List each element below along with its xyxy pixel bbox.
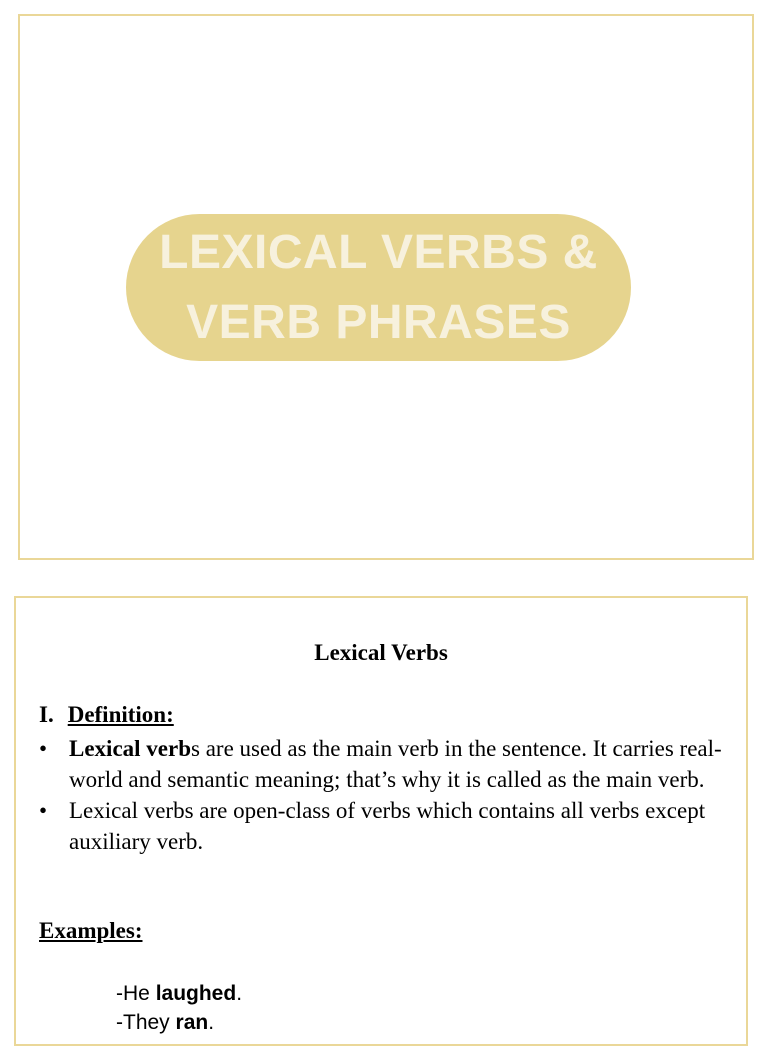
section-number: I.: [39, 702, 54, 727]
title-slide: [18, 14, 754, 560]
example-suffix: .: [236, 982, 243, 1005]
bullet-bold-term: Lexical verb: [69, 736, 191, 761]
example-sentence: [116, 982, 242, 1006]
slide-title: [126, 218, 631, 358]
example-prefix: -He: [116, 982, 156, 1005]
bullet-text: Lexical verbs are open-class of verbs which contains all verbs except auxiliary verb.: [69, 798, 706, 854]
slide-heading: Lexical Verbs: [314, 640, 448, 665]
example-verb: laughed: [155, 982, 237, 1005]
content-slide: [14, 596, 748, 1046]
example-verb: ran: [175, 1011, 209, 1034]
example-prefix: -They: [116, 1011, 176, 1034]
examples-heading: Examples:: [39, 918, 143, 943]
title-pill: [126, 214, 631, 361]
example-sentence: [116, 1011, 214, 1035]
definition-list: [39, 733, 729, 857]
list-item: [39, 795, 729, 857]
section-heading: [39, 702, 174, 728]
example-suffix: .: [208, 1011, 215, 1034]
title-line-2: VERB PHRASES: [186, 295, 571, 349]
bullet-text: s are used as the main verb in the sentence. It carries real-world and semantic meaning; that’s why it is called as the main verb.: [69, 736, 722, 792]
list-item: [39, 733, 729, 795]
section-label: Definition:: [67, 702, 174, 727]
title-line-1: LEXICAL VERBS &: [159, 225, 598, 279]
